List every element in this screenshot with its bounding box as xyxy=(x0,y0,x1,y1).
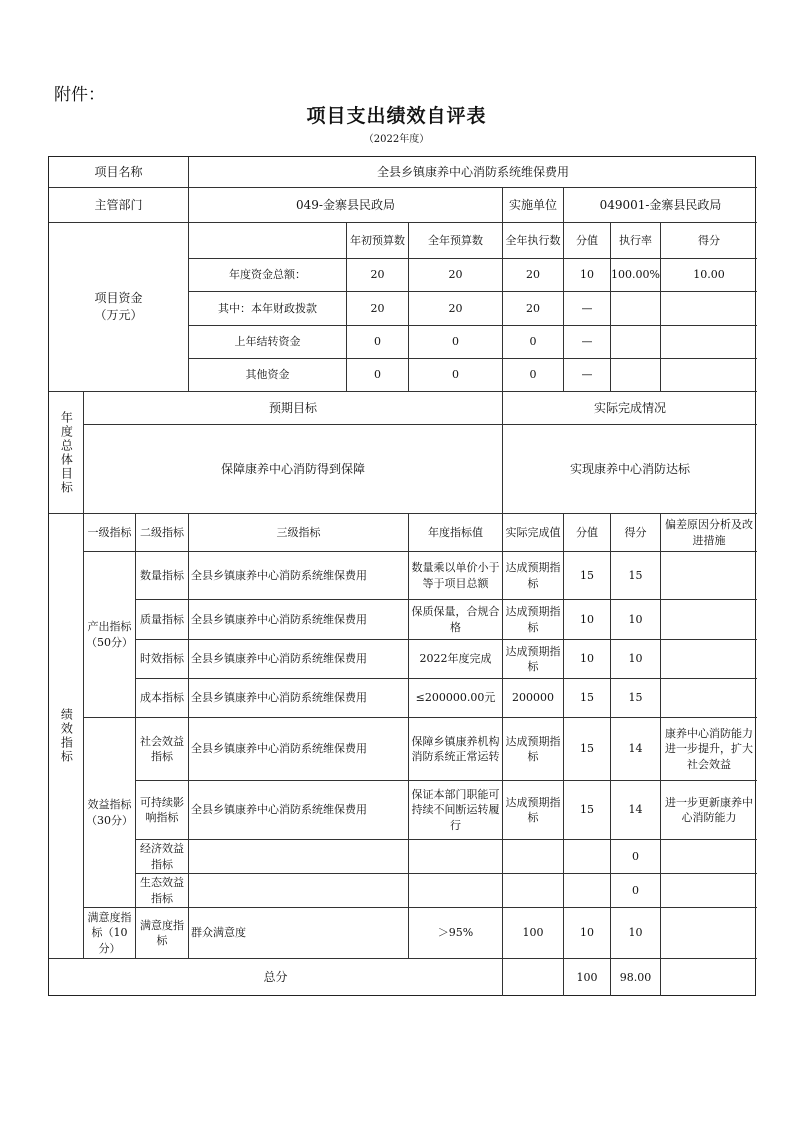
funds-row-label: 年度资金总额： xyxy=(189,259,347,292)
perf-note: 进一步更新康养中心消防能力 xyxy=(661,781,757,840)
perf-header-score: 得分 xyxy=(611,514,661,552)
funds-cell: 100.00% xyxy=(611,259,661,292)
perf-target: 数量乘以单价小于等于项目总额 xyxy=(409,552,503,600)
perf-target: ＞95% xyxy=(409,908,503,959)
unit-value: 049001-金寨县民政局 xyxy=(564,188,757,223)
goals-actual-header: 实际完成情况 xyxy=(503,392,757,425)
funds-header-initial: 年初预算数 xyxy=(347,223,409,259)
perf-header-level3: 三级指标 xyxy=(189,514,409,552)
total-label: 总分 xyxy=(49,959,503,996)
funds-cell: 0 xyxy=(409,359,503,392)
perf-score-value: 15 xyxy=(564,781,611,840)
perf-score: 10 xyxy=(611,640,661,679)
funds-row-label: 上年结转资金 xyxy=(189,326,347,359)
funds-cell xyxy=(661,326,757,359)
perf-note: 康养中心消防能力进一步提升，扩大社会效益 xyxy=(661,718,757,781)
perf-score: 10 xyxy=(611,908,661,959)
funds-cell: 0 xyxy=(503,359,564,392)
goals-label: 年度总体目标 xyxy=(49,392,84,514)
goals-actual-value: 实现康养中心消防达标 xyxy=(503,425,757,514)
perf-actual: 达成预期指标 xyxy=(503,781,564,840)
funds-cell: — xyxy=(564,359,611,392)
funds-cell xyxy=(611,359,661,392)
perf-target xyxy=(409,874,503,908)
project-name-label: 项目名称 xyxy=(49,157,189,188)
perf-group-benefit: 效益指标 （30分） xyxy=(84,718,136,908)
total-score: 98.00 xyxy=(611,959,661,996)
funds-header-score: 得分 xyxy=(661,223,757,259)
perf-level2: 成本指标 xyxy=(136,679,189,718)
funds-cell: 20 xyxy=(347,292,409,326)
project-name-value: 全县乡镇康养中心消防系统维保费用 xyxy=(189,157,757,188)
perf-actual: 100 xyxy=(503,908,564,959)
funds-label: 项目资金 （万元） xyxy=(49,223,189,392)
funds-cell: 10 xyxy=(564,259,611,292)
funds-cell xyxy=(661,292,757,326)
perf-actual xyxy=(503,874,564,908)
perf-level3: 全县乡镇康养中心消防系统维保费用 xyxy=(189,640,409,679)
perf-level3 xyxy=(189,840,409,874)
unit-label: 实施单位 xyxy=(503,188,564,223)
perf-note xyxy=(661,840,757,874)
perf-score-value xyxy=(564,840,611,874)
perf-level2: 质量指标 xyxy=(136,600,189,640)
funds-cell: 0 xyxy=(409,326,503,359)
perf-header-target: 年度指标值 xyxy=(409,514,503,552)
dept-value: 049-金寨县民政局 xyxy=(189,188,503,223)
perf-actual: 达成预期指标 xyxy=(503,600,564,640)
perf-score: 0 xyxy=(611,840,661,874)
funds-cell: 0 xyxy=(347,359,409,392)
perf-header-level2: 二级指标 xyxy=(136,514,189,552)
funds-cell: — xyxy=(564,326,611,359)
perf-level3: 全县乡镇康养中心消防系统维保费用 xyxy=(189,718,409,781)
perf-score: 14 xyxy=(611,781,661,840)
funds-header-blank xyxy=(189,223,347,259)
performance-label: 绩效指标 xyxy=(49,514,84,959)
perf-actual: 达成预期指标 xyxy=(503,552,564,600)
funds-header-score-value: 分值 xyxy=(564,223,611,259)
perf-level2: 满意度指标 xyxy=(136,908,189,959)
perf-target xyxy=(409,840,503,874)
perf-header-score-value: 分值 xyxy=(564,514,611,552)
total-blank xyxy=(503,959,564,996)
perf-score-value: 10 xyxy=(564,640,611,679)
goals-expected-value: 保障康养中心消防得到保障 xyxy=(84,425,503,514)
perf-level3: 全县乡镇康养中心消防系统维保费用 xyxy=(189,552,409,600)
perf-score: 0 xyxy=(611,874,661,908)
perf-level3: 全县乡镇康养中心消防系统维保费用 xyxy=(189,679,409,718)
perf-level2: 可持续影响指标 xyxy=(136,781,189,840)
perf-group-output: 产出指标 （50分） xyxy=(84,552,136,718)
perf-level2: 数量指标 xyxy=(136,552,189,600)
perf-level3: 全县乡镇康养中心消防系统维保费用 xyxy=(189,781,409,840)
perf-target: ≤200000.00元 xyxy=(409,679,503,718)
perf-level2: 社会效益指标 xyxy=(136,718,189,781)
perf-note xyxy=(661,552,757,600)
annex-label: 附件： xyxy=(54,85,105,105)
perf-score: 15 xyxy=(611,679,661,718)
perf-score: 10 xyxy=(611,600,661,640)
funds-header-annual: 全年预算数 xyxy=(409,223,503,259)
funds-cell xyxy=(611,326,661,359)
funds-cell: 20 xyxy=(503,259,564,292)
funds-cell: 20 xyxy=(409,259,503,292)
perf-header-actual: 实际完成值 xyxy=(503,514,564,552)
perf-score-value: 15 xyxy=(564,718,611,781)
perf-note xyxy=(661,874,757,908)
perf-score: 14 xyxy=(611,718,661,781)
evaluation-table xyxy=(48,156,756,996)
funds-cell: 0 xyxy=(347,326,409,359)
goals-expected-header: 预期目标 xyxy=(84,392,503,425)
perf-level3: 群众满意度 xyxy=(189,908,409,959)
funds-cell: 20 xyxy=(503,292,564,326)
funds-cell xyxy=(661,359,757,392)
funds-cell xyxy=(611,292,661,326)
funds-header-rate: 执行率 xyxy=(611,223,661,259)
perf-target: 保障乡镇康养机构消防系统正常运转 xyxy=(409,718,503,781)
perf-level3: 全县乡镇康养中心消防系统维保费用 xyxy=(189,600,409,640)
perf-score-value: 10 xyxy=(564,600,611,640)
perf-score: 15 xyxy=(611,552,661,600)
funds-row-label: 其中：本年财政拨款 xyxy=(189,292,347,326)
perf-score-value: 10 xyxy=(564,908,611,959)
perf-level3 xyxy=(189,874,409,908)
funds-row-label: 其他资金 xyxy=(189,359,347,392)
perf-target: 保质保量，合规合格 xyxy=(409,600,503,640)
funds-cell: 20 xyxy=(409,292,503,326)
perf-target: 保证本部门职能可持续不间断运转履行 xyxy=(409,781,503,840)
funds-cell: 10.00 xyxy=(661,259,757,292)
perf-score-value: 15 xyxy=(564,679,611,718)
perf-score-value: 15 xyxy=(564,552,611,600)
total-note xyxy=(661,959,757,996)
funds-cell: — xyxy=(564,292,611,326)
perf-target: 2022年度完成 xyxy=(409,640,503,679)
perf-level2: 经济效益指标 xyxy=(136,840,189,874)
perf-header-note: 偏差原因分析及改进措施 xyxy=(661,514,757,552)
total-score-value: 100 xyxy=(564,959,611,996)
funds-cell: 20 xyxy=(347,259,409,292)
year-subtitle: （2022年度） xyxy=(363,134,430,145)
perf-actual: 达成预期指标 xyxy=(503,640,564,679)
dept-label: 主管部门 xyxy=(49,188,189,223)
perf-actual xyxy=(503,840,564,874)
perf-actual: 达成预期指标 xyxy=(503,718,564,781)
perf-note xyxy=(661,600,757,640)
perf-note xyxy=(661,908,757,959)
perf-score-value xyxy=(564,874,611,908)
perf-note xyxy=(661,679,757,718)
perf-actual: 200000 xyxy=(503,679,564,718)
perf-note xyxy=(661,640,757,679)
perf-level2: 生态效益指标 xyxy=(136,874,189,908)
perf-group-satisfaction: 满意度指标（10分） xyxy=(84,908,136,959)
page-title: 项目支出绩效自评表 xyxy=(306,105,487,127)
funds-header-executed: 全年执行数 xyxy=(503,223,564,259)
funds-cell: 0 xyxy=(503,326,564,359)
perf-header-level1: 一级指标 xyxy=(84,514,136,552)
perf-level2: 时效指标 xyxy=(136,640,189,679)
